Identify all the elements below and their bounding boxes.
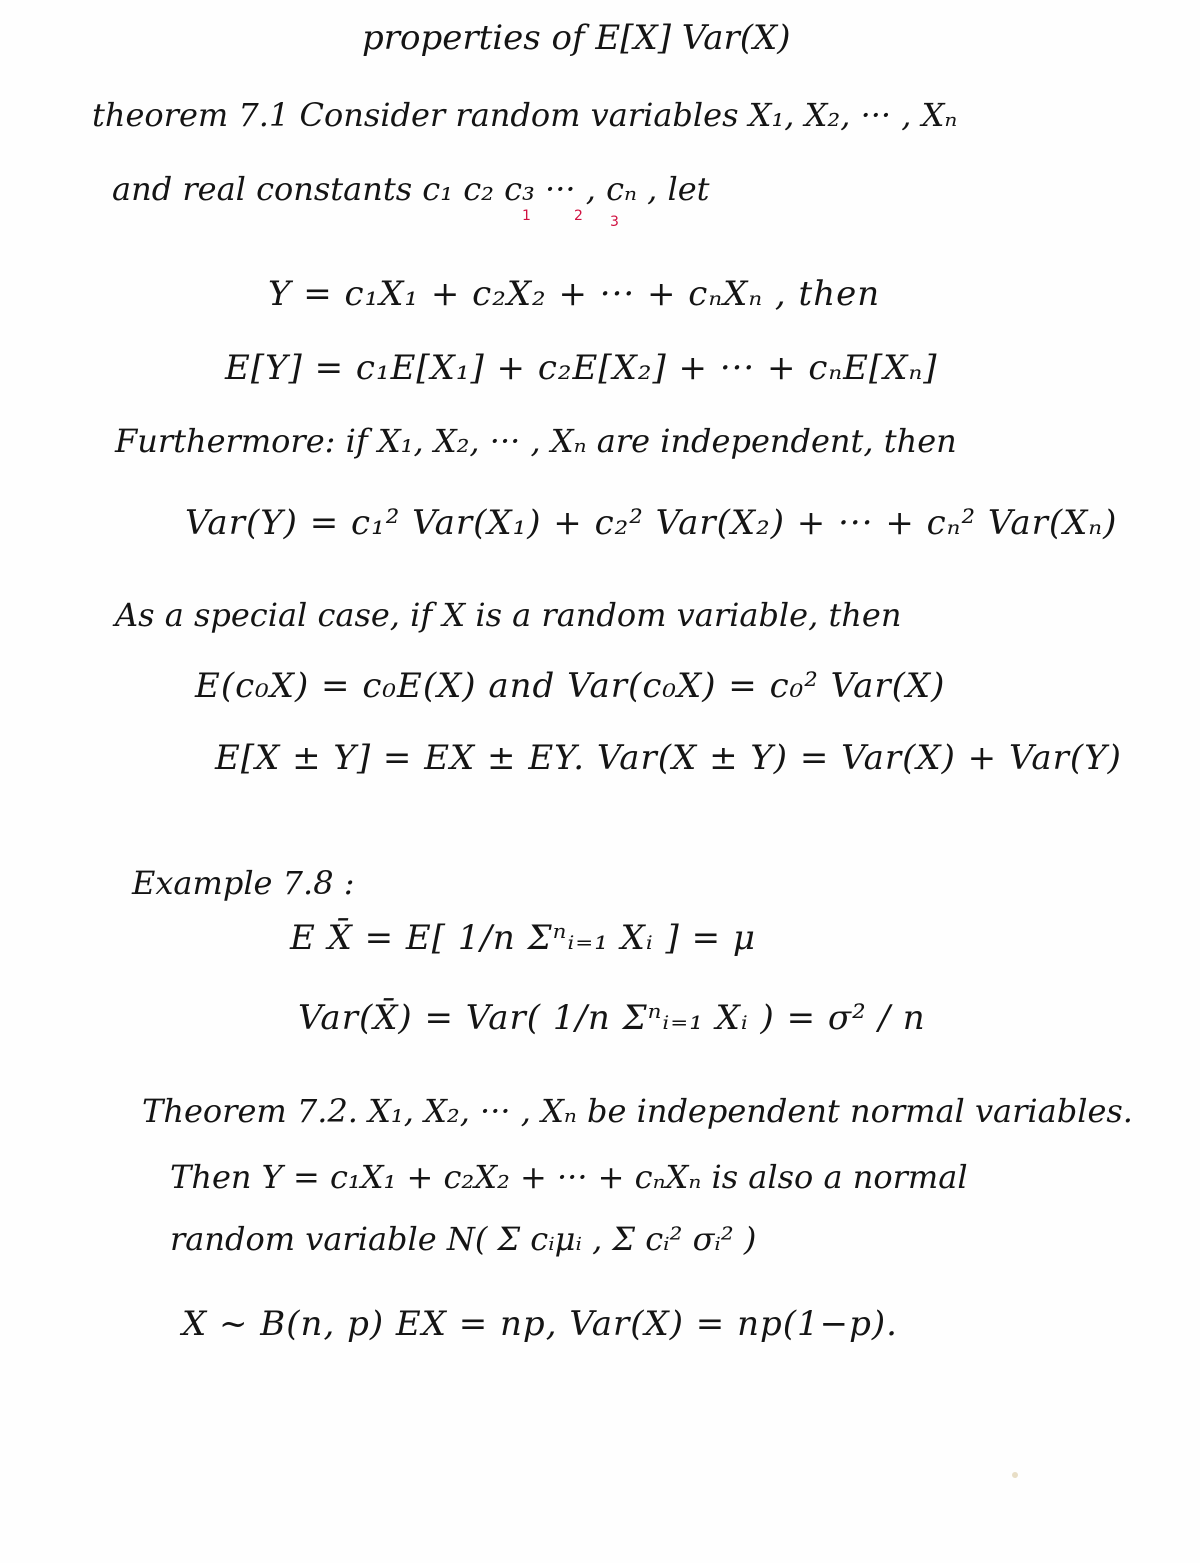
red-subscript-3: 3 (610, 214, 619, 230)
equation-special-case: E(c₀X) = c₀E(X) and Var(c₀X) = c₀² Var(X) (195, 666, 946, 706)
furthermore-line: Furthermore: if X₁, X₂, ··· , Xₙ are independent, then (115, 422, 957, 460)
equation-sum-difference: E[X ± Y] = EX ± EY. Var(X ± Y) = Var(X) + Var(Y) (215, 738, 1122, 778)
equation-expectation-of-y: E[Y] = c₁E[X₁] + c₂E[X₂] + ··· + cₙE[Xₙ] (225, 348, 938, 388)
page-title: properties of E[X] Var(X) (362, 18, 791, 58)
paper-speck (1012, 1472, 1018, 1478)
red-subscript-1: 1 (522, 208, 531, 224)
equation-sample-mean-expectation: E X̄ = E[ 1/n Σⁿᵢ₌₁ Xᵢ ] = μ (290, 918, 756, 958)
special-case-line: As a special case, if X is a random variable, then (115, 596, 902, 634)
equation-variance-of-y: Var(Y) = c₁² Var(X₁) + c₂² Var(X₂) + ··· + cₙ² Var(Xₙ) (185, 503, 1118, 543)
red-subscript-2: 2 (574, 208, 583, 224)
theorem-7-1-line-2: and real constants c₁ c₂ c₃ ··· , cₙ , let (112, 170, 710, 208)
example-7-8-label: Example 7.8 : (132, 864, 355, 902)
theorem-7-2-line-3: random variable N( Σ cᵢμᵢ , Σ cᵢ² σᵢ² ) (170, 1220, 757, 1258)
theorem-7-1-line-1: theorem 7.1 Consider random variables X₁, X₂, ··· , Xₙ (92, 96, 958, 134)
theorem-7-2-line-1: Theorem 7.2. X₁, X₂, ··· , Xₙ be independent normal variables. (142, 1092, 1133, 1130)
equation-binomial: X ~ B(n, p) EX = np, Var(X) = np(1−p). (182, 1304, 898, 1344)
equation-y-linear-combination: Y = c₁X₁ + c₂X₂ + ··· + cₙXₙ , then (268, 274, 881, 314)
theorem-7-2-line-2: Then Y = c₁X₁ + c₂X₂ + ··· + cₙXₙ is also a normal (170, 1158, 968, 1196)
equation-sample-mean-variance: Var(X̄) = Var( 1/n Σⁿᵢ₌₁ Xᵢ ) = σ² / n (298, 998, 926, 1038)
